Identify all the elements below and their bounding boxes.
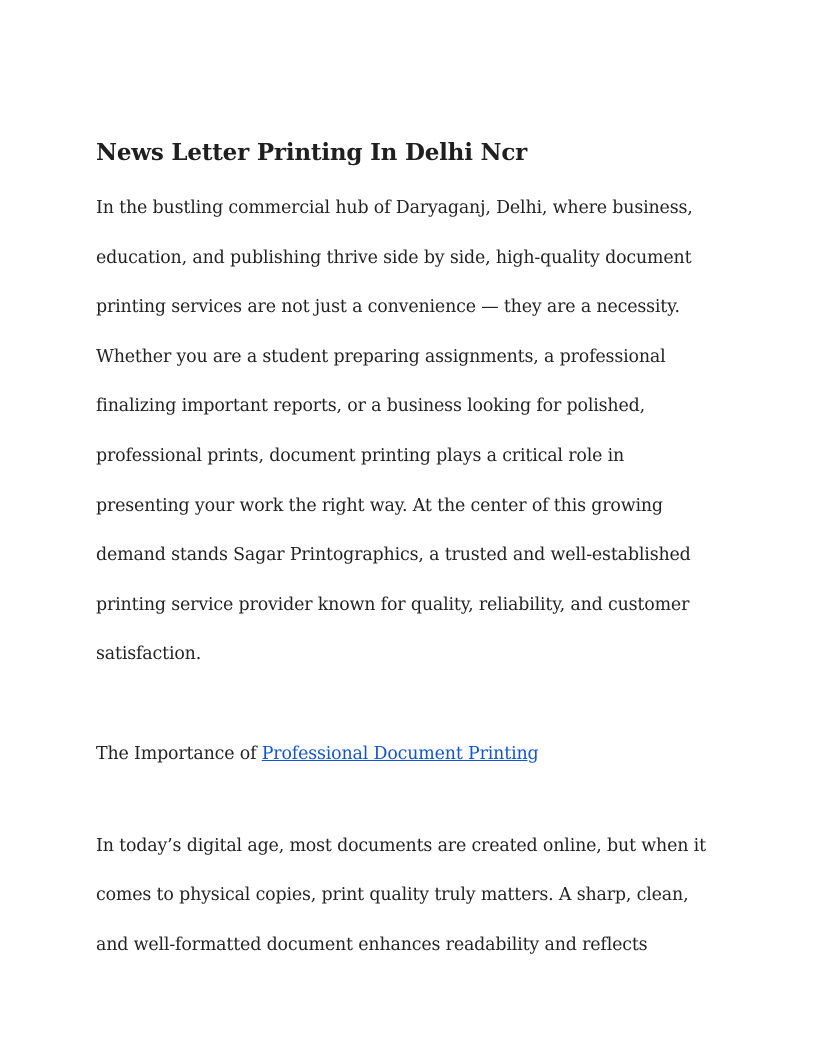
intro-paragraph [96, 184, 716, 680]
body-line: and well-formatted document enhances readability and reflects [96, 934, 648, 955]
intro-line: In the bustling commercial hub of Daryaganj, Delhi, where business, [96, 198, 693, 218]
intro-line: satisfaction. [96, 644, 202, 665]
page-title: News Letter Printing In Delhi Ncr [96, 139, 528, 166]
intro-line: printing service provider known for quality, reliability, and customer [96, 594, 690, 615]
intro-line: finalizing important reports, or a business looking for polished, [96, 396, 645, 417]
section-heading [96, 730, 716, 780]
section-heading-prefix: The Importance of [96, 743, 262, 764]
intro-line: printing services are not just a convenience — they are a necessity. [96, 297, 680, 318]
body-line: comes to physical copies, print quality truly matters. A sharp, clean, [96, 885, 689, 906]
intro-line: Whether you are a student preparing assignments, a professional [96, 346, 666, 367]
intro-line: education, and publishing thrive side by side, high-quality document [96, 247, 692, 268]
intro-line: professional prints, document printing plays a critical role in [96, 445, 625, 466]
intro-line: presenting your work the right way. At the center of this growing [96, 495, 663, 516]
document-content [96, 134, 716, 970]
professional-document-printing-link[interactable]: Professional Document Printing [261, 743, 539, 764]
intro-line: demand stands Sagar Printographics, a trusted and well-established [96, 545, 691, 566]
body-paragraph [96, 822, 716, 971]
body-line: In today’s digital age, most documents are created online, but when it [96, 835, 706, 856]
